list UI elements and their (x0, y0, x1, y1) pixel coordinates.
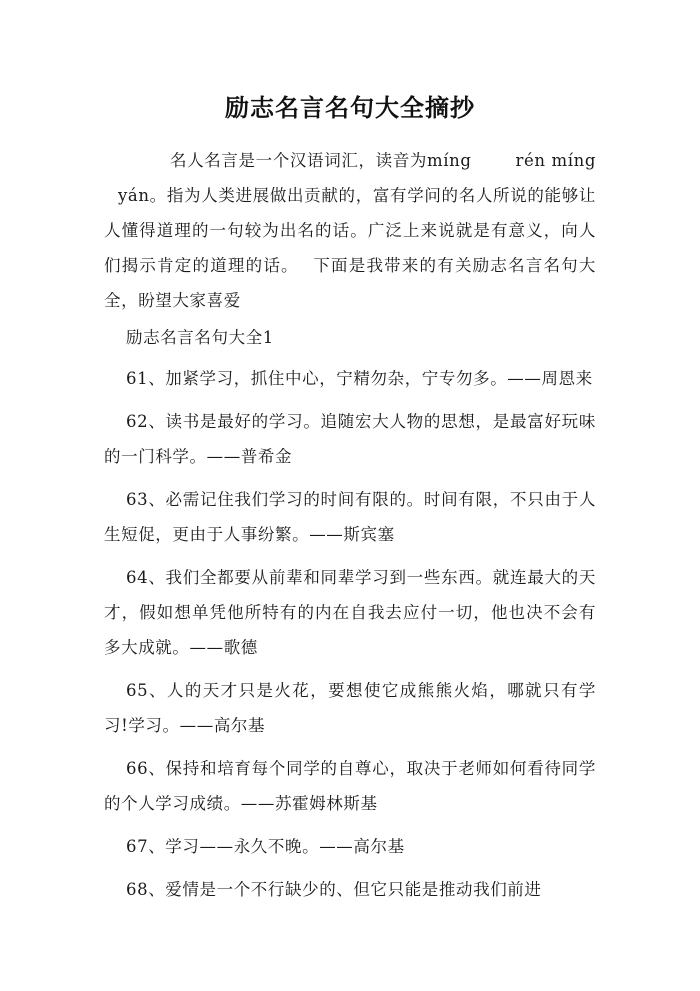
intro-paragraph (104, 143, 596, 318)
section-heading: 励志名言名句大全1 (126, 328, 274, 347)
intro-text-3: míng (551, 151, 596, 170)
quote-item: 64、我们全都要从前辈和同辈学习到一些东西。就连最大的天才，假如想单凭他所特有的内在自我去应付一切，他也决不会有多大成就。——歌德 (104, 568, 596, 657)
quote-item: 68、爱情是一个不行缺少的、但它只能是推动我们前进 (126, 880, 542, 899)
intro-text-1: 名人名言是一个汉语词汇，读音为míng (170, 151, 472, 170)
document-page (104, 88, 596, 915)
quote-item: 65、人的天才只是火花，要想使它成熊熊火焰，哪就只有学习!学习。——高尔基 (104, 681, 596, 735)
document-title: 励志名言名句大全摘抄 (225, 94, 475, 122)
quote-item: 62、读书是最好的学习。追随宏大人物的思想，是最富好玩味的一门科学。——普希金 (104, 412, 596, 466)
quote-item: 66、保持和培育每个同学的自尊心，取决于老师如何看待同学的个人学习成绩。——苏霍姆林斯基 (104, 759, 596, 813)
quote-item: 61、加紧学习，抓住中心，宁精勿杂，宁专勿多。——周恩来 (126, 369, 593, 388)
quote-item: 63、必需记住我们学习的时间有限的。时间有限，不只由于人生短促，更由于人事纷繁。——斯宾塞 (104, 490, 596, 544)
intro-text-5: 下面是我带来的有关励志名言名句大全，盼望大家喜爱 (104, 256, 596, 310)
intro-text-4: yán。指为人类进展做出贡献的，富有学问的名人所说的能够让人懂得道理的一句较为出名的话。广泛上来说就是有意义，向人们揭示肯定的道理的话。 (104, 186, 596, 275)
intro-text-2: rén (515, 151, 546, 170)
quote-item: 67、学习——永久不晚。——高尔基 (126, 837, 405, 856)
